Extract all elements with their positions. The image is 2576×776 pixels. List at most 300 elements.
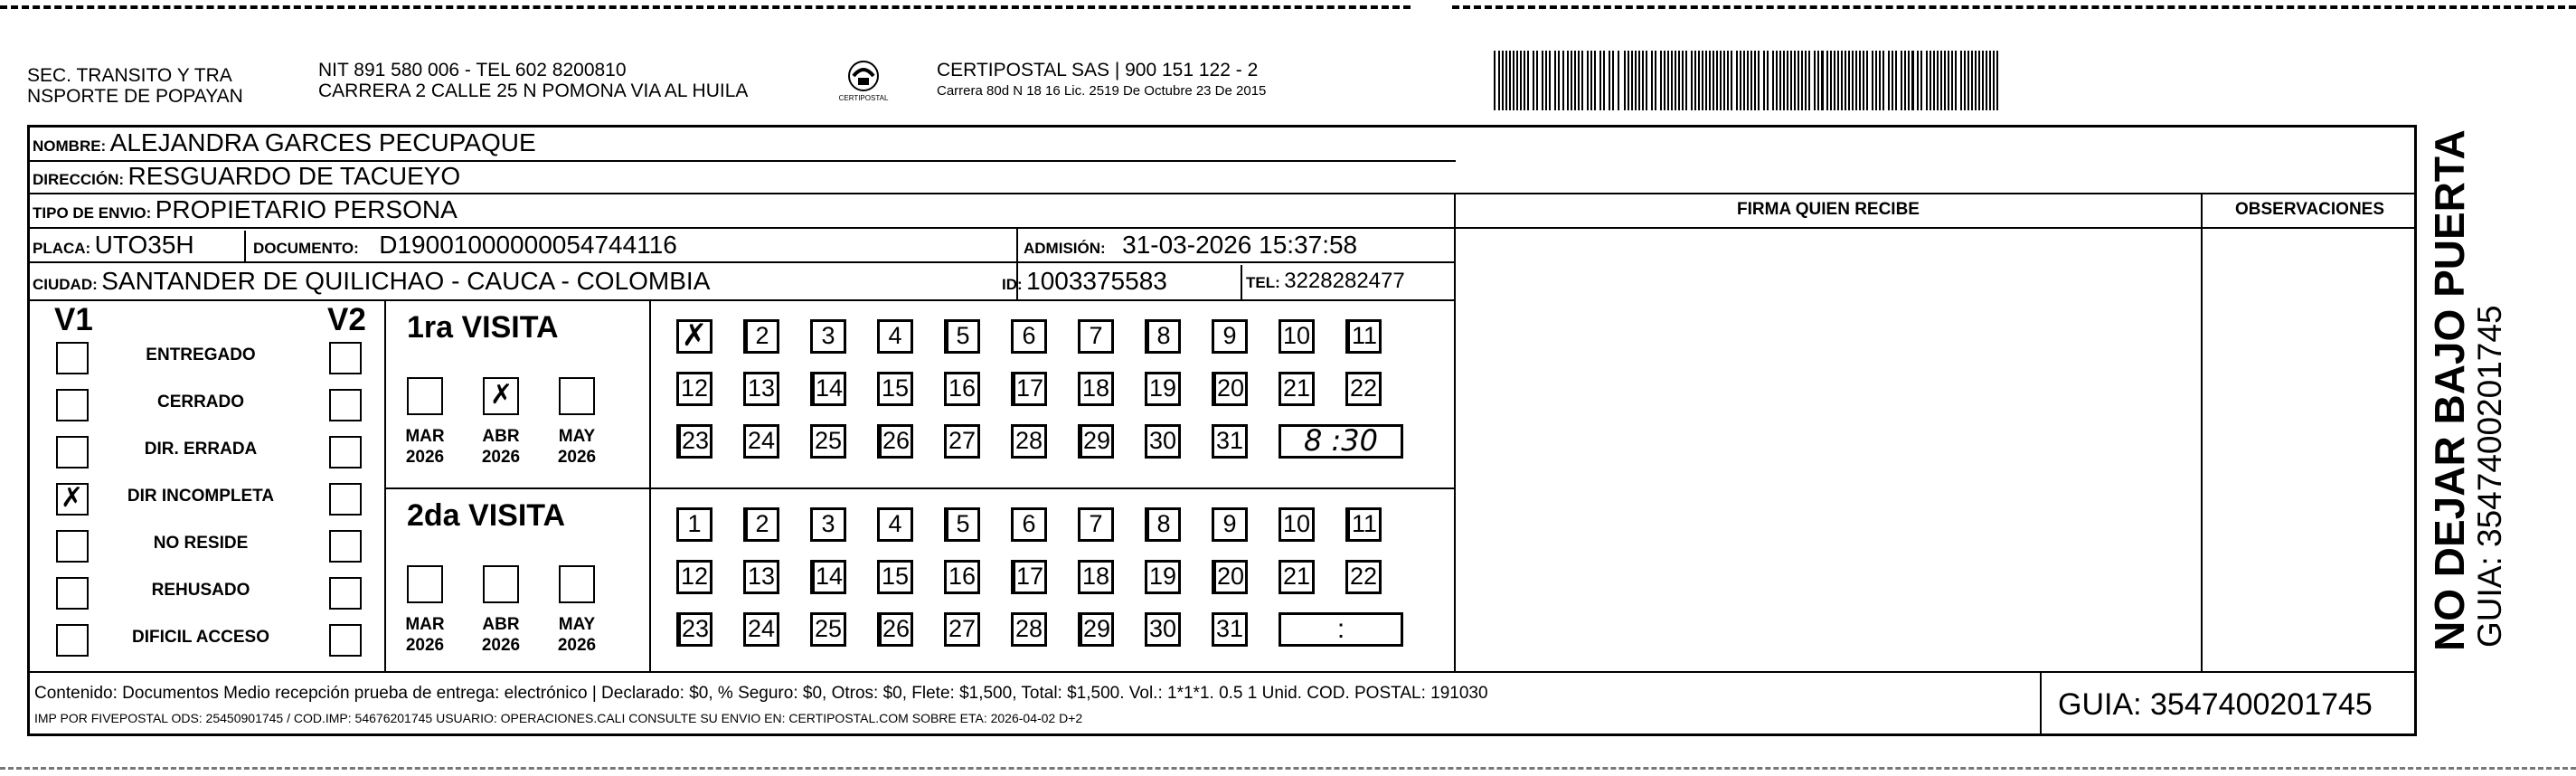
month-name: MAY <box>558 615 596 634</box>
day-number: 22 <box>1349 563 1378 590</box>
barcode-bar <box>1779 51 1781 110</box>
admission-row <box>1024 232 1357 263</box>
v2-checkbox-7[interactable] <box>329 624 362 657</box>
type-label: TIPO DE ENVIO: <box>33 204 152 222</box>
barcode-bar <box>1624 51 1626 110</box>
visit-2-day-5[interactable] <box>944 507 980 542</box>
visit-2-day-30[interactable] <box>1145 612 1181 647</box>
day-number: 12 <box>680 374 709 402</box>
footer-guia: GUIA: 3547400201745 <box>2058 687 2373 722</box>
visit-title-1: 1ra VISITA <box>407 310 559 345</box>
certipostal-logo <box>832 58 895 109</box>
visit-2-day-12[interactable] <box>676 560 712 594</box>
day-number: 14 <box>815 374 844 402</box>
day-number: 8 <box>1156 322 1171 349</box>
barcode-bar <box>1682 51 1684 110</box>
visit-1-day-14[interactable] <box>810 372 846 406</box>
barcode-bar <box>1866 51 1868 110</box>
visit-2-time-box[interactable] <box>1279 612 1403 647</box>
barcode-bar <box>1863 51 1864 110</box>
visit-1-day-5[interactable] <box>944 319 980 354</box>
visit-2-day-27[interactable] <box>944 612 980 647</box>
barcode-bar <box>1888 51 1890 110</box>
barcode-bar <box>1713 51 1714 110</box>
barcode-bar <box>1763 51 1765 110</box>
barcode-bar <box>1667 51 1669 110</box>
visit-2-month-label-3 <box>550 614 604 656</box>
divider-months <box>649 299 651 671</box>
barcode-bar <box>1723 51 1725 110</box>
tel-value: 3228282477 <box>1284 269 1405 293</box>
barcode-bar <box>1743 51 1745 110</box>
visit-2-day-23[interactable] <box>676 612 712 647</box>
barcode-bar <box>1940 51 1942 110</box>
v2-checkbox-4[interactable] <box>329 483 362 516</box>
day-number: 31 <box>1215 615 1244 642</box>
v1-checkbox-2[interactable] <box>56 389 89 421</box>
visit-1-day-8[interactable] <box>1145 319 1181 354</box>
barcode <box>1494 51 2004 110</box>
barcode-bar <box>1720 51 1722 110</box>
v1-checkbox-3[interactable] <box>56 436 89 468</box>
visit-1-day-26[interactable] <box>877 424 913 459</box>
barcode-bar <box>1989 51 1991 110</box>
visit-1-day-9[interactable] <box>1212 319 1248 354</box>
day-number: 30 <box>1148 427 1177 454</box>
day-number: 12 <box>680 563 709 590</box>
visit-1-day-10[interactable] <box>1279 319 1315 354</box>
reason-label-5: NO RESIDE <box>153 534 249 553</box>
visit-2-day-22[interactable] <box>1345 560 1382 594</box>
barcode-bar <box>1590 51 1592 110</box>
visit-2-day-3[interactable] <box>810 507 846 542</box>
visit-2-month-checkbox-1[interactable] <box>407 565 443 603</box>
v1-checkbox-7[interactable] <box>56 624 89 657</box>
barcode-bar <box>1911 51 1914 110</box>
sender-block <box>27 65 243 107</box>
barcode-bar <box>1574 51 1576 110</box>
reason-label-7: DIFICIL ACCESO <box>131 628 269 647</box>
visit-1-day-6[interactable] <box>1011 319 1047 354</box>
visit-1-day-20[interactable] <box>1212 372 1248 406</box>
visit-2-month-checkbox-2[interactable] <box>483 565 519 603</box>
day-number: 5 <box>956 510 970 537</box>
visit-1-day-25[interactable] <box>810 424 846 459</box>
visit-1-day-17[interactable] <box>1011 372 1047 406</box>
side-guia: GUIA: 3547400201745 <box>2471 305 2508 648</box>
visit-1-day-11[interactable] <box>1345 319 1382 354</box>
signature-header: FIRMA QUIEN RECIBE <box>1737 200 1920 219</box>
reason-label-6: REHUSADO <box>151 581 250 600</box>
document-value: D19001000000054744116 <box>379 231 677 259</box>
barcode-bar <box>1505 51 1507 110</box>
city-row <box>33 268 710 299</box>
barcode-bar <box>1967 51 1969 110</box>
day-number: 24 <box>747 615 776 642</box>
visit-1-day-31[interactable] <box>1212 424 1248 459</box>
barcode-bar <box>1594 51 1596 110</box>
visit-1-month-checkbox-3[interactable] <box>559 377 595 415</box>
day-number: 11 <box>1351 510 1378 537</box>
observations-header: OBSERVACIONES <box>2234 200 2385 219</box>
v2-checkbox-6[interactable] <box>329 577 362 610</box>
sender-line-2: NSPORTE DE POPAYAN <box>27 86 243 107</box>
month-name: MAR <box>405 427 445 446</box>
visit-1-day-29[interactable] <box>1078 424 1114 459</box>
cut-line-bottom <box>0 767 2576 770</box>
company-line-1: CERTIPOSTAL SAS | 900 151 122 - 2 <box>937 60 1259 80</box>
barcode-bar <box>1731 51 1732 110</box>
day-number: 26 <box>882 427 911 454</box>
v2-checkbox-3[interactable] <box>329 436 362 468</box>
visit-2-day-18[interactable] <box>1078 560 1114 594</box>
barcode-bar <box>1558 51 1560 110</box>
id-label: ID: <box>1002 276 1023 293</box>
barcode-bar <box>1790 51 1792 110</box>
visit-1-day-16[interactable] <box>944 372 980 406</box>
barcode-bar <box>1951 51 1953 110</box>
day-number: 3 <box>821 510 835 537</box>
day-number: 11 <box>1351 322 1378 349</box>
day-number: 24 <box>747 427 776 454</box>
day-number: 17 <box>1015 374 1044 402</box>
barcode-bar <box>1993 51 1995 110</box>
barcode-bar <box>1533 51 1534 110</box>
barcode-bar <box>1694 51 1696 110</box>
visit-1-day-15[interactable] <box>877 372 913 406</box>
barcode-bar <box>1631 51 1633 110</box>
visit-title-2: 2da VISITA <box>407 498 566 533</box>
barcode-bar <box>1933 51 1935 110</box>
barcode-bar <box>1964 51 1966 110</box>
month-year: 2026 <box>481 448 521 467</box>
v1-check-mark: ✗ <box>61 482 84 514</box>
visit-1-month-label-1 <box>398 426 452 468</box>
day-number: 26 <box>882 615 911 642</box>
visit-1-day-23[interactable] <box>676 424 712 459</box>
day-number: 25 <box>814 615 843 642</box>
type-value: PROPIETARIO PERSONA <box>155 195 458 223</box>
barcode-bar <box>1901 51 1902 110</box>
visit-1-month-label-2 <box>474 426 528 468</box>
side-warning: NO DEJAR BAJO PUERTA <box>2426 129 2473 651</box>
barcode-bar <box>1513 51 1514 110</box>
v1-checkbox-1[interactable] <box>56 342 89 374</box>
barcode-bar <box>1750 51 1752 110</box>
day-number: 20 <box>1216 374 1245 402</box>
barcode-bar <box>1651 51 1653 110</box>
visit-2-day-25[interactable] <box>810 612 846 647</box>
barcode-bar <box>1917 51 1919 110</box>
barcode-bar <box>1747 51 1749 110</box>
day-number: 6 <box>1022 510 1036 537</box>
visit-1-day-24[interactable] <box>743 424 779 459</box>
visit-2-day-7[interactable] <box>1078 507 1114 542</box>
day-number: 7 <box>1089 510 1103 537</box>
visit-2-month-label-1 <box>398 614 452 656</box>
barcode-bar <box>1767 51 1769 110</box>
v1-checkbox-6[interactable] <box>56 577 89 610</box>
visit-2-day-9[interactable] <box>1212 507 1248 542</box>
day-number: 18 <box>1081 374 1110 402</box>
footer-line <box>27 671 2417 673</box>
day-number: 29 <box>1082 427 1111 454</box>
barcode-bar <box>1848 51 1850 110</box>
imp-line: IMP POR FIVEPOSTAL ODS: 25450901745 / COD.IMP: 54676201745 USUARIO: OPERACIONES.CALI CONSULTE SU ENVIO EN: CERTIPOSTAL.COM SOBRE ETA: 2026-04-02 D+2 <box>34 711 1083 725</box>
day-number: 8 <box>1156 510 1171 537</box>
divider-main <box>1454 193 1456 671</box>
barcode-bar <box>1664 51 1665 110</box>
day-number: 2 <box>755 510 769 537</box>
logo-text: CERTIPOSTAL <box>838 94 889 102</box>
visit-1-day-21[interactable] <box>1279 372 1315 406</box>
barcode-bar <box>1830 51 1832 110</box>
day-number: 16 <box>948 563 977 590</box>
barcode-bar <box>1875 51 1877 110</box>
barcode-bar <box>1609 51 1610 110</box>
barcode-bar <box>1655 51 1656 110</box>
visit-time-value: : <box>1336 614 1345 644</box>
visit-time-value: 8 :30 <box>1303 423 1379 458</box>
visit-2-day-19[interactable] <box>1145 560 1181 594</box>
barcode-bar <box>1978 51 1980 110</box>
barcode-bar <box>1685 51 1687 110</box>
day-number: 21 <box>1282 374 1311 402</box>
document-label: DOCUMENTO: <box>253 240 359 257</box>
plate-label: PLACA: <box>33 240 91 257</box>
visit-1-day-12[interactable] <box>676 372 712 406</box>
plate-value: UTO35H <box>94 231 194 259</box>
visit-1-day-27[interactable] <box>944 424 980 459</box>
barcode-bar <box>1772 51 1774 110</box>
barcode-bar <box>1798 51 1799 110</box>
visit-1-day-2[interactable] <box>743 319 779 354</box>
day-number: 9 <box>1222 322 1237 349</box>
barcode-bar <box>1944 51 1946 110</box>
company-line-2: Carrera 80d N 18 16 Lic. 2519 De Octubre 23 De 2015 <box>937 83 1267 99</box>
barcode-bar <box>1845 51 1846 110</box>
month-name: MAR <box>405 615 445 634</box>
barcode-bar <box>1660 51 1662 110</box>
visit-2-day-6[interactable] <box>1011 507 1047 542</box>
id-value: 1003375583 <box>1026 267 1167 295</box>
barcode-bar <box>1926 51 1928 110</box>
divider-plate <box>244 231 246 263</box>
cut-line-top-right <box>1452 5 2576 9</box>
visit-1-day-13[interactable] <box>743 372 779 406</box>
barcode-bar <box>1498 51 1500 110</box>
day-number: 15 <box>881 374 910 402</box>
admission-value: 31-03-2026 15:37:58 <box>1122 231 1358 259</box>
day-number: 23 <box>681 615 710 642</box>
day-number: 9 <box>1222 510 1237 537</box>
month-year: 2026 <box>405 636 445 655</box>
barcode-bar <box>1578 51 1580 110</box>
day-number: 22 <box>1349 374 1378 402</box>
visit-divider <box>384 487 1454 489</box>
barcode-graphic <box>1494 51 2004 110</box>
visit-2-month-checkbox-3[interactable] <box>559 565 595 603</box>
visit-2-day-29[interactable] <box>1078 612 1114 647</box>
visit-2-day-15[interactable] <box>877 560 913 594</box>
barcode-bar <box>1872 51 1873 110</box>
day-number: 20 <box>1216 563 1245 590</box>
barcode-bar <box>1758 51 1760 110</box>
v1-checkbox-4[interactable] <box>56 483 89 516</box>
visit-2-day-8[interactable] <box>1145 507 1181 542</box>
v2-checkbox-1[interactable] <box>329 342 362 374</box>
barcode-bar <box>1520 51 1522 110</box>
barcode-bar <box>1776 51 1778 110</box>
name-label: NOMBRE: <box>33 137 107 155</box>
divider-obs <box>2201 193 2203 671</box>
city-label: CIUDAD: <box>33 276 98 293</box>
visit-2-day-21[interactable] <box>1279 560 1315 594</box>
day-number: 23 <box>681 427 710 454</box>
barcode-bar <box>1794 51 1796 110</box>
day-number: 16 <box>948 374 977 402</box>
visit-2-day-1[interactable] <box>676 507 712 542</box>
barcode-bar <box>1908 51 1910 110</box>
v2-checkbox-5[interactable] <box>329 530 362 563</box>
obs-header-line <box>2201 227 2417 229</box>
name-value: ALEJANDRA GARCES PECUPAQUE <box>109 128 536 156</box>
nit-line-1: NIT 891 580 006 - TEL 602 8200810 <box>318 60 627 80</box>
v1-checkbox-5[interactable] <box>56 530 89 563</box>
day-number: 13 <box>747 563 776 590</box>
visit-2-day-4[interactable] <box>877 507 913 542</box>
barcode-bar <box>1801 51 1803 110</box>
month-name: MAY <box>558 427 596 446</box>
day-number: 28 <box>1014 615 1043 642</box>
day-number: 27 <box>948 615 977 642</box>
day-number: 19 <box>1148 374 1177 402</box>
barcode-bar <box>1709 51 1711 110</box>
day-number: 27 <box>948 427 977 454</box>
barcode-bar <box>1808 51 1810 110</box>
visit-2-day-28[interactable] <box>1011 612 1047 647</box>
day-number: 10 <box>1282 510 1311 537</box>
month-name: ABR <box>482 615 520 634</box>
barcode-bar <box>1545 51 1547 110</box>
divider-guia <box>2040 671 2042 736</box>
barcode-bar <box>1727 51 1729 110</box>
tel-label: TEL: <box>1246 274 1280 291</box>
reason-label-3: DIR. ERRADA <box>144 440 258 459</box>
barcode-bar <box>1879 51 1881 110</box>
plate-row <box>33 232 194 263</box>
barcode-bar <box>1975 51 1977 110</box>
day-number: 25 <box>814 427 843 454</box>
barcode-bar <box>1937 51 1939 110</box>
barcode-bar <box>1855 51 1857 110</box>
visit-2-day-24[interactable] <box>743 612 779 647</box>
barcode-bar <box>1671 51 1673 110</box>
visit-1-month-checkbox-2[interactable] <box>483 377 519 415</box>
visit-1-day-7[interactable] <box>1078 319 1114 354</box>
barcode-bar <box>1955 51 1957 110</box>
visit-1-month-checkbox-1[interactable] <box>407 377 443 415</box>
visit-2-day-11[interactable] <box>1345 507 1382 542</box>
barcode-bar <box>1542 51 1543 110</box>
visit-2-day-31[interactable] <box>1212 612 1248 647</box>
visit-1-day-1[interactable] <box>676 319 712 354</box>
barcode-bar <box>1675 51 1676 110</box>
cut-line-top-left <box>0 5 1411 9</box>
visit-2-day-20[interactable] <box>1212 560 1248 594</box>
barcode-bar <box>1736 51 1738 110</box>
month-name: ABR <box>482 427 520 446</box>
visit-1-day-3[interactable] <box>810 319 846 354</box>
barcode-bar <box>1691 51 1693 110</box>
barcode-bar <box>1642 51 1644 110</box>
day-number: 4 <box>888 510 902 537</box>
visit-2-day-16[interactable] <box>944 560 980 594</box>
visit-1-day-19[interactable] <box>1145 372 1181 406</box>
day-number: 1 <box>687 510 702 537</box>
barcode-bar <box>1494 51 1496 110</box>
v2-header: V2 <box>327 302 366 337</box>
tel-row <box>1246 268 1405 298</box>
visit-2-day-17[interactable] <box>1011 560 1047 594</box>
barcode-bar <box>1882 51 1884 110</box>
visit-2-day-14[interactable] <box>810 560 846 594</box>
visit-1-day-30[interactable] <box>1145 424 1181 459</box>
visit-1-day-18[interactable] <box>1078 372 1114 406</box>
visit-1-day-4[interactable] <box>877 319 913 354</box>
barcode-bar <box>1562 51 1564 110</box>
barcode-bar <box>1895 51 1897 110</box>
month-check-mark: ✗ <box>490 379 514 411</box>
barcode-bar <box>1635 51 1637 110</box>
id-row <box>1002 268 1167 299</box>
barcode-bar <box>1841 51 1843 110</box>
day-check-mark: ✗ <box>681 317 708 354</box>
visit-2-day-2[interactable] <box>743 507 779 542</box>
address-value: RESGUARDO DE TACUEYO <box>127 162 461 190</box>
month-year: 2026 <box>557 636 597 655</box>
barcode-bar <box>1698 51 1700 110</box>
visit-2-day-13[interactable] <box>743 560 779 594</box>
barcode-bar <box>1549 51 1551 110</box>
nit-block <box>318 60 748 101</box>
day-number: 29 <box>1082 615 1111 642</box>
barcode-bar <box>1821 51 1824 110</box>
barcode-bar <box>1826 51 1828 110</box>
visit-2-day-26[interactable] <box>877 612 913 647</box>
visit-1-month-label-3 <box>550 426 604 468</box>
reason-label-2: CERRADO <box>156 393 245 412</box>
visit-2-day-10[interactable] <box>1279 507 1315 542</box>
barcode-bar <box>1805 51 1807 110</box>
barcode-bar <box>1628 51 1629 110</box>
name-row <box>33 129 536 161</box>
barcode-bar <box>1571 51 1572 110</box>
v2-checkbox-2[interactable] <box>329 389 362 421</box>
visit-1-day-28[interactable] <box>1011 424 1047 459</box>
barcode-bar <box>1859 51 1861 110</box>
company-block <box>937 60 1266 99</box>
barcode-bar <box>1960 51 1962 110</box>
sender-line-1: SEC. TRANSITO Y TRA <box>27 65 232 86</box>
barcode-bar <box>1527 51 1529 110</box>
day-number: 7 <box>1089 322 1103 349</box>
day-number: 10 <box>1282 322 1311 349</box>
barcode-bar <box>1982 51 1984 110</box>
visit-1-time-box[interactable] <box>1279 424 1403 459</box>
visit-1-day-22[interactable] <box>1345 372 1382 406</box>
day-number: 5 <box>956 322 970 349</box>
